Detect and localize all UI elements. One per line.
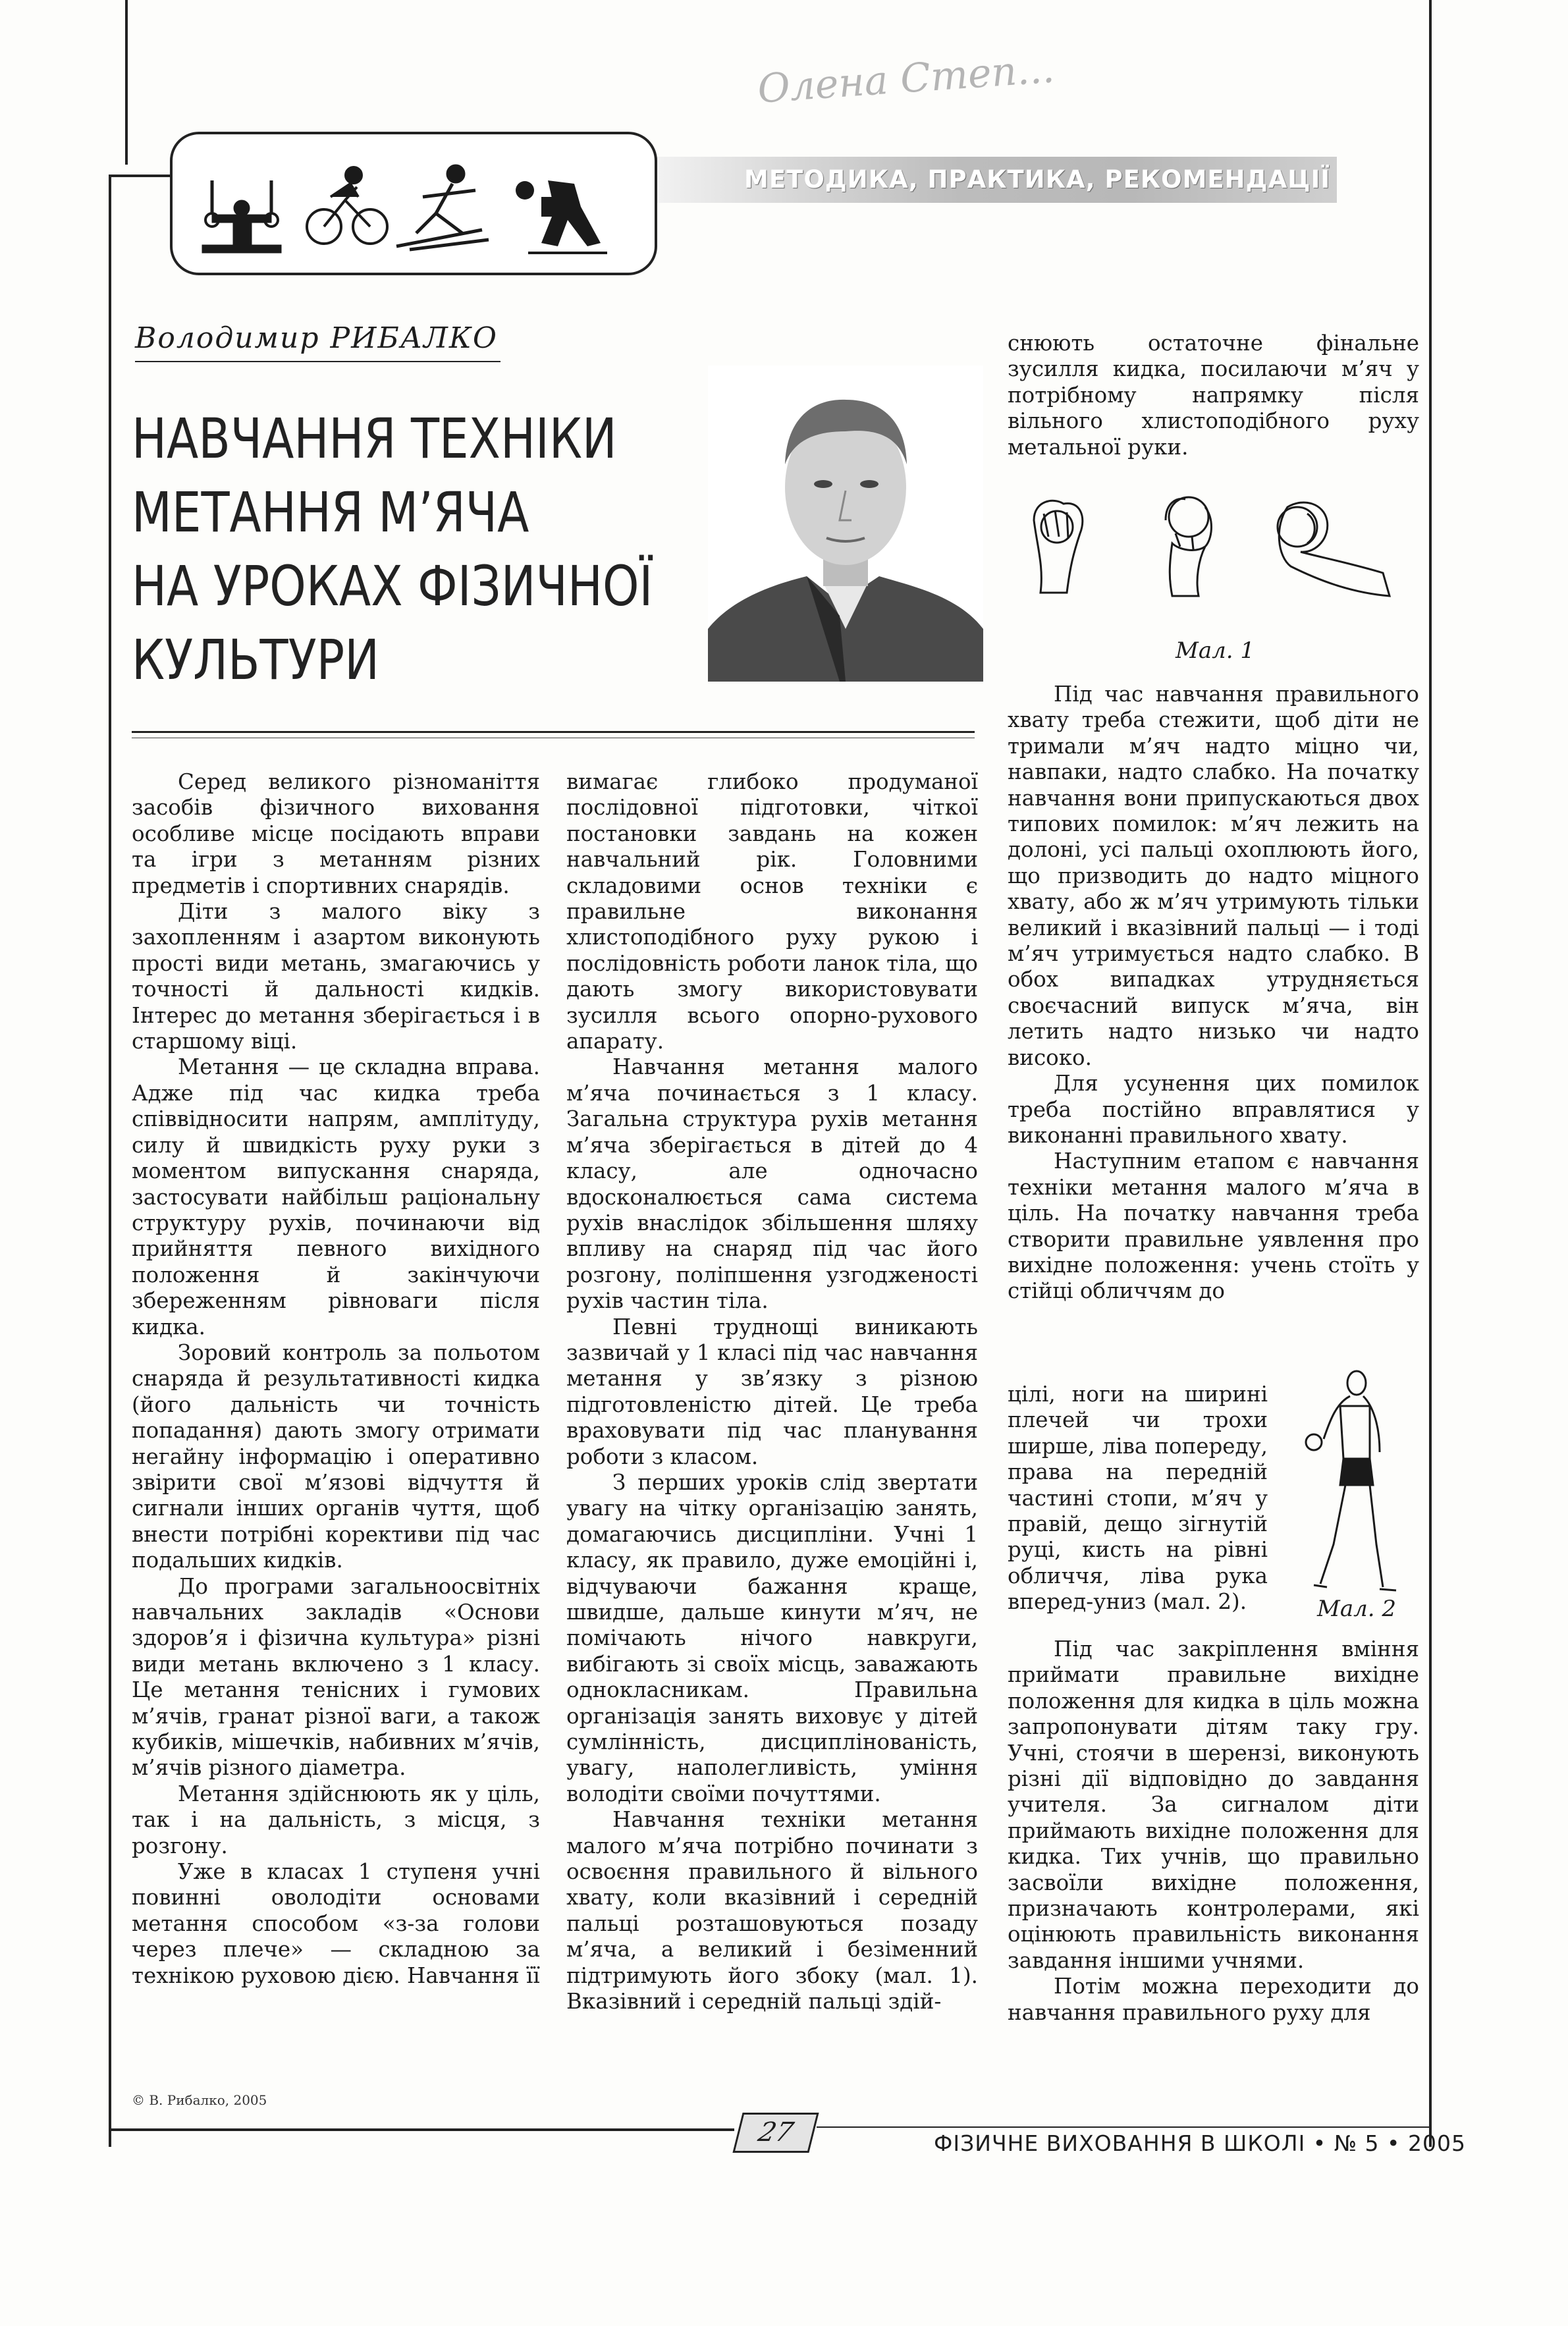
article-column-1	[132, 769, 540, 1989]
author-underline	[135, 361, 500, 362]
paragraph: вимагає глибоко продуманої послідовної підготовки, чіткої постановки завдань на кожен навчальний рік. Головними складовими основ техніки є правильне виконання хлистоподібного руху рукою і послідовність роботи ланок тіла, що дають змогу використовувати зусилля всього опорно-рухового апарату.	[566, 769, 978, 1054]
paragraph: Для усунення цих помилок треба постійно вправлятися у виконанні правильного хвату.	[1008, 1071, 1419, 1148]
paragraph: снюють остаточне фінальне зусилля кидка, посилаючи м’яч у потрібному напрямку після вільного хлистоподібного руху метальної руки.	[1008, 331, 1419, 460]
title-line: НА УРОКАХ ФІЗИЧНОЇ	[132, 554, 653, 618]
handwritten-note: Олена Степ...	[756, 45, 1056, 113]
figure-2	[1274, 1366, 1419, 1604]
thrower-stance-illustration	[1274, 1366, 1419, 1604]
journal-title: ФІЗИЧНЕ ВИХОВАННЯ В ШКОЛІ • № 5 • 2005	[934, 2130, 1466, 2156]
ball-grip-illustration	[1008, 481, 1419, 639]
football-player-icon	[516, 180, 607, 253]
paragraph: Метання — це складна вправа. Адже під час кидка треба співвідносити напрям, амплітуду, силу й швидкість руху руки з моментом випускання снаряда, застосувати найбільш раціональну структуру рухів, починаючи від прийняття певного вихідного положення й закінчуючи збереженням рівноваги після кидка.	[132, 1054, 540, 1339]
author-photo	[708, 365, 983, 682]
figure-2-caption: Мал. 2	[1317, 1596, 1396, 1622]
title-line: НАВЧАННЯ ТЕХНІКИ	[132, 406, 617, 471]
title-rule	[132, 731, 975, 733]
paragraph: Наступним етапом є навчання техніки метання малого м’яча в ціль. На початку навчання треба створити правильне уявлення про вихідне положення: учень стоїть у стійці обличчям до	[1008, 1149, 1419, 1304]
paragraph: Зоровий контроль за польотом снаряда й результативності кидка (його дальність чи точність попадання) дають змогу отримати негайну інформацію і оперативно звірити свої м’язові відчуття й сигнали інших органів чуття, щоб внести потрібні корективи під час подальших кидків.	[132, 1339, 540, 1573]
section-title: МЕТОДИКА, ПРАКТИКА, РЕКОМЕНДАЦІЇ	[744, 165, 1331, 194]
cyclist-icon	[307, 167, 387, 244]
copyright-note: © В. Рибалко, 2005	[132, 2092, 267, 2108]
paragraph: цілі, ноги на ширині плечей чи трохи ширше, ліва попереду, права на передній частині стопи, м’яч у правій, дещо зігнутій руці, кисть на рівні обличчя, ліва рука вперед-униз (мал. 2).	[1008, 1382, 1268, 1615]
author-portrait-image	[708, 365, 983, 682]
paragraph: До програми загальноосвітніх навчальних закладів «Основи здоров’я і фізична культура» різні види метань включено з 1 класу. Це метання тенісних і гумових м’ячів, гранат різної ваги, а також кубиків, мішечків, набивних м’ячів, м’ячів різного діаметра.	[132, 1573, 540, 1781]
hand-grip-2-icon	[1166, 497, 1211, 596]
figure-1	[1008, 481, 1419, 639]
paragraph: Під час закріплення вміння приймати правильне вихідне положення для кидка в ціль можна запропонувати дітям таку гру. Учні, стоячи в шерензі, виконують різні дії відповідно до завдання учителя. За сигналом діти приймають вихідне положення для кидка. Тих учнів, що правильно засвоїли вихідне положення, призначають контролерами, які оцінюють правильність виконання завдання іншими учнями.	[1008, 1636, 1419, 1973]
hand-grip-1-icon	[1034, 500, 1083, 593]
paragraph: Метання здійснюють як у ціль, так і на дальність, з місця, з розгону.	[132, 1781, 540, 1858]
paragraph: Навчання метання малого м’яча починається з 1 класу. Загальна структура рухів метання м’яча зберігається в дітей до 4 класу, але одночасно вдосконалюється сама система рухів внаслідок збільшення шляху впливу на снаряд під час його розгону, поліпшення узгодженості рухів частин тіла.	[566, 1054, 978, 1314]
footer-rule-right	[817, 2126, 1429, 2128]
left-margin-rule-upper	[125, 0, 128, 165]
article-column-2	[566, 769, 978, 2015]
sport-pictograms	[173, 134, 655, 273]
paragraph: Певні труднощі виникають зазвичай у 1 класі під час навчання метання у зв’язку з різною підготовленістю дітей. Це треба враховувати під час планування роботи з класом.	[566, 1314, 978, 1469]
paragraph: Потім можна переходити до навчання правильного руху для	[1008, 1974, 1419, 2025]
article-title	[132, 402, 653, 697]
left-margin-rule	[109, 175, 111, 2147]
paragraph: Під час навчання правильного хвату треба стежити, щоб діти не тримали м’яч надто міцно чи, навпаки, надто слабко. На початку навчання вони припускаються двох типових помилок: м’яч лежить на долоні, усі пальці охоплюють його, що призводить до надто міцного хвату, або ж м’яч утримують тільки великий і вказівний пальці — і тоді м’яч утримується надто слабко. В обох випадках утрудняється своєчасний випуск м’яча, він летить надто низько чи надто високо.	[1008, 682, 1419, 1070]
sport-icons-panel	[170, 132, 657, 275]
footer-rule	[109, 2128, 734, 2131]
author-name: Володимир РИБАЛКО	[135, 321, 498, 355]
skier-icon	[396, 166, 489, 250]
right-margin-rule	[1429, 0, 1432, 2147]
paragraph: Навчання техніки метання малого м’яча потрібно починати з освоєння правильного й вільного хвату, коли вказівний і середній пальці розташовуються позаду м’яча, а великий і безіменний підтримують його збоку (мал. 1). Вказівний і середній пальці здій-	[566, 1807, 978, 2015]
paragraph: Серед великого різноманіття засобів фізичного виховання особливе місце посідають вправи та ігри з метанням різних предметів і спортивних снарядів.	[132, 769, 540, 898]
title-line: КУЛЬТУРИ	[132, 628, 379, 692]
article-column-3-end	[1008, 1636, 1419, 2026]
title-line: МЕТАННЯ М’ЯЧА	[132, 480, 529, 545]
paragraph: Уже в класах 1 ступеня учні повинні оволодіти основами метання способом «з-за голови через плече» — складною за технікою руховою дією. Навчання її	[132, 1859, 540, 1988]
header-rule	[109, 175, 171, 177]
article-column-3-wrap	[1008, 1382, 1268, 1615]
article-column-3	[1008, 682, 1419, 1305]
hand-grip-3-icon	[1278, 502, 1390, 596]
gymnast-rings-icon	[202, 180, 281, 253]
paragraph: З перших уроків слід звертати увагу на чітку організацію занять, домагаючись дисципліни. Учні 1 класу, як правило, дуже емоційні і, відчуваючи бажання краще, швидше, дальше кинути м’яч, не помічають нічого навкруги, вибігають зі своїх місць, заважають однокласникам. Правильна організація занять виховує у дітей сумлінність, дисциплінованість, увагу, наполегливість, уміння володіти своїми почуттями.	[566, 1469, 978, 1806]
figure-1-caption: Мал. 1	[1176, 637, 1255, 664]
paragraph: Діти з малого віку з захопленням і азартом виконують прості види метань, змагаючись у точності й дальності кидків. Інтерес до метання зберігається і в старшому віці.	[132, 899, 540, 1054]
article-column-3-top	[1008, 331, 1419, 460]
page-number: 27	[732, 2113, 819, 2153]
